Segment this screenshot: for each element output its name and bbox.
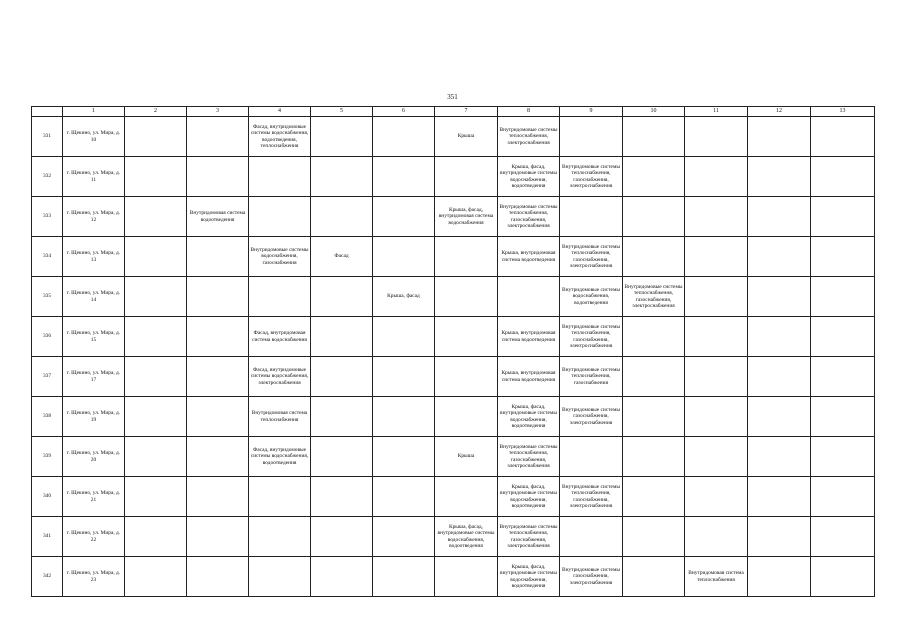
table-row — [32, 557, 875, 597]
cell-text: Внутридомовые системы теплоснабжения, газоснабжения, электроснабжения — [499, 443, 558, 469]
table-cell — [125, 237, 187, 277]
cell-text: Фасад, внутридомовые системы водоснабжения, электроснабжения — [250, 367, 309, 386]
table-cell — [373, 357, 435, 397]
row-number: 331 — [32, 117, 63, 157]
row-number: 334 — [32, 237, 63, 277]
cell-text: Внутридомовые системы водоснабжения, газоснабжения — [250, 247, 309, 266]
table-cell — [435, 437, 498, 477]
table-cell — [311, 437, 373, 477]
table-cell — [560, 237, 623, 277]
cell-text: г. Щекино, ул. Мира, д. 14 — [66, 290, 121, 303]
address-cell — [63, 317, 125, 357]
table-cell — [811, 517, 875, 557]
table-cell — [125, 157, 187, 197]
cell-text: Крыша, внутридомовая система водоотведения — [501, 250, 556, 263]
cell-text: г. Щекино, ул. Мира, д. 10 — [66, 130, 121, 143]
table-cell — [811, 317, 875, 357]
table-cell — [373, 277, 435, 317]
address-cell — [63, 197, 125, 237]
table-cell — [311, 277, 373, 317]
table-cell — [623, 277, 685, 317]
table-cell — [249, 157, 311, 197]
table-cell — [498, 157, 560, 197]
table-cell — [748, 517, 811, 557]
row-number: 337 — [32, 357, 63, 397]
cell-text: г. Щекино, ул. Мира, д. 12 — [66, 210, 121, 223]
table-cell — [623, 477, 685, 517]
table-cell — [249, 517, 311, 557]
table-cell — [125, 197, 187, 237]
table-cell — [623, 157, 685, 197]
table-cell — [811, 197, 875, 237]
cell-text: Внутридомовые системы теплоснабжения, электроснабжения — [499, 127, 558, 146]
table-cell — [623, 397, 685, 437]
table-cell — [435, 357, 498, 397]
table-cell — [435, 237, 498, 277]
table-cell — [811, 157, 875, 197]
table-cell — [685, 397, 748, 437]
cell-text: Внутридомовые системы теплоснабжения, газоснабжения, электроснабжения — [562, 483, 620, 509]
row-number: 336 — [32, 317, 63, 357]
table-cell — [249, 477, 311, 517]
table-cell — [249, 437, 311, 477]
cell-text: Внутридомовые системы газоснабжения, электроснабжения — [562, 567, 620, 586]
table-cell — [373, 157, 435, 197]
table-cell — [623, 517, 685, 557]
table-cell — [748, 397, 811, 437]
table-cell — [498, 477, 560, 517]
cell-text: Крыша — [457, 133, 475, 140]
cell-text: г. Щекино, ул. Мира, д. 22 — [66, 530, 121, 543]
cell-text: Внутридомовая система водоотведения — [189, 210, 246, 223]
header-cell: 6 — [373, 107, 435, 117]
table-cell — [435, 277, 498, 317]
row-number: 338 — [32, 397, 63, 437]
table-row — [32, 437, 875, 477]
table-cell — [685, 557, 748, 597]
header-cell: 11 — [685, 107, 748, 117]
table-cell — [311, 117, 373, 157]
table-row — [32, 237, 875, 277]
table-row — [32, 357, 875, 397]
table-cell — [373, 317, 435, 357]
table-cell — [125, 277, 187, 317]
cell-text: г. Щекино, ул. Мира, д. 17 — [66, 370, 121, 383]
table-row — [32, 157, 875, 197]
repair-schedule-table — [31, 106, 875, 597]
table-cell — [373, 437, 435, 477]
table-cell — [435, 557, 498, 597]
table-row — [32, 397, 875, 437]
table-row — [32, 277, 875, 317]
cell-text: Крыша, фасад, внутридомовые системы водоснабжения, водоотведения — [437, 523, 495, 549]
table-cell — [187, 117, 249, 157]
table-cell — [685, 317, 748, 357]
table-cell — [125, 317, 187, 357]
table-cell — [811, 237, 875, 277]
table-cell — [249, 117, 311, 157]
table-row — [32, 117, 875, 157]
header-cell: 13 — [811, 107, 875, 117]
table-cell — [748, 437, 811, 477]
cell-text: Крыша, фасад, внутридомовые системы водоснабжения, водоотведения — [500, 563, 557, 589]
page-number: 351 — [447, 93, 458, 101]
table-cell — [560, 277, 623, 317]
table-cell — [811, 557, 875, 597]
cell-text: Крыша, фасад — [387, 293, 420, 300]
cell-text: Внутридомовые системы теплоснабжения, газоснабжения, электроснабжения — [499, 523, 558, 549]
address-cell — [63, 437, 125, 477]
header-cell-blank — [32, 107, 63, 117]
table-row — [32, 197, 875, 237]
table-cell — [623, 197, 685, 237]
table-cell — [125, 357, 187, 397]
cell-text: Крыша, внутридомовая система водоотведения — [501, 330, 556, 343]
table-cell — [187, 237, 249, 277]
table-cell — [748, 317, 811, 357]
cell-text: Внутридомовые системы теплоснабжения, газоснабжения, электроснабжения — [562, 323, 620, 349]
table-cell — [311, 357, 373, 397]
table-cell — [187, 197, 249, 237]
table-cell — [249, 197, 311, 237]
address-cell — [63, 477, 125, 517]
cell-text: Внутридомовые системы теплоснабжения, газоснабжения, электроснабжения — [562, 243, 620, 269]
address-cell — [63, 237, 125, 277]
table-cell — [125, 517, 187, 557]
table-cell — [249, 317, 311, 357]
table-cell — [373, 237, 435, 277]
row-number: 342 — [32, 557, 63, 597]
row-number: 335 — [32, 277, 63, 317]
table-cell — [560, 517, 623, 557]
address-cell — [63, 277, 125, 317]
row-number: 340 — [32, 477, 63, 517]
table-cell — [560, 477, 623, 517]
cell-text: Внутридомовые системы теплоснабжения, газоснабжения, электроснабжения — [499, 203, 558, 229]
address-cell — [63, 357, 125, 397]
table-cell — [498, 357, 560, 397]
cell-text: г. Щекино, ул. Мира, д. 21 — [66, 490, 121, 503]
table-cell — [685, 237, 748, 277]
table-cell — [187, 557, 249, 597]
cell-text: Внутридомовые системы теплоснабжения, газоснабжения — [562, 367, 620, 386]
header-cell: 10 — [623, 107, 685, 117]
cell-text: г. Щекино, ул. Мира, д. 13 — [66, 250, 121, 263]
row-number: 333 — [32, 197, 63, 237]
table-cell — [435, 397, 498, 437]
table-cell — [685, 357, 748, 397]
table-cell — [811, 357, 875, 397]
table-cell — [187, 277, 249, 317]
table-cell — [560, 357, 623, 397]
table-cell — [435, 197, 498, 237]
cell-text: г. Щекино, ул. Мира, д. 19 — [66, 410, 121, 423]
address-cell — [63, 557, 125, 597]
table-cell — [249, 237, 311, 277]
table-cell — [249, 397, 311, 437]
table-cell — [498, 317, 560, 357]
header-cell: 3 — [187, 107, 249, 117]
table-cell — [560, 157, 623, 197]
table-row — [32, 477, 875, 517]
address-cell — [63, 517, 125, 557]
table-cell — [373, 517, 435, 557]
cell-text: Крыша, фасад, внутридомовые системы водоснабжения, водоотведения — [500, 403, 557, 429]
cell-text: Фасад — [334, 253, 349, 260]
table-cell — [249, 357, 311, 397]
table-cell — [498, 277, 560, 317]
table-cell — [311, 237, 373, 277]
table-cell — [435, 317, 498, 357]
table-row — [32, 317, 875, 357]
table-cell — [498, 197, 560, 237]
table-cell — [311, 517, 373, 557]
table-cell — [311, 317, 373, 357]
table-cell — [187, 317, 249, 357]
table-cell — [748, 357, 811, 397]
table-cell — [435, 477, 498, 517]
table-cell — [373, 557, 435, 597]
cell-text: Внутридомовая система теплоснабжения — [251, 410, 308, 423]
table-cell — [373, 197, 435, 237]
table-cell — [623, 237, 685, 277]
table-cell — [685, 157, 748, 197]
table-cell — [748, 237, 811, 277]
row-number: 339 — [32, 437, 63, 477]
table-cell — [311, 397, 373, 437]
table-cell — [685, 197, 748, 237]
cell-text: Фасад, внутридомовая система водоснабжения — [252, 330, 307, 343]
row-number: 341 — [32, 517, 63, 557]
row-number: 332 — [32, 157, 63, 197]
address-cell — [63, 117, 125, 157]
table-cell — [187, 477, 249, 517]
table-cell — [435, 117, 498, 157]
cell-text: г. Щекино, ул. Мира, д. 15 — [66, 330, 121, 343]
table-cell — [498, 517, 560, 557]
header-cell: 8 — [498, 107, 560, 117]
table-cell — [187, 437, 249, 477]
table-cell — [748, 477, 811, 517]
table-cell — [187, 517, 249, 557]
table-cell — [311, 477, 373, 517]
cell-text: г. Щекино, ул. Мира, д. 20 — [66, 450, 121, 463]
header-cell: 4 — [249, 107, 311, 117]
table-cell — [125, 397, 187, 437]
header-cell: 12 — [748, 107, 811, 117]
table-cell — [125, 437, 187, 477]
table-cell — [560, 117, 623, 157]
table-cell — [311, 557, 373, 597]
table-cell — [623, 117, 685, 157]
cell-text: Фасад, внутридомовые системы водоснабжения, водоотведения — [250, 447, 309, 466]
header-cell: 1 — [63, 107, 125, 117]
table-row — [32, 517, 875, 557]
table-cell — [560, 397, 623, 437]
cell-text: Фасад, внутридомовые системы водоснабжения, водоотведения, теплоснабжения — [250, 123, 309, 149]
table-cell — [560, 557, 623, 597]
header-row — [32, 107, 875, 117]
table-cell — [125, 477, 187, 517]
header-cell: 2 — [125, 107, 187, 117]
cell-text: Внутридомовые системы теплоснабжения, газоснабжения, электроснабжения — [562, 163, 620, 189]
table-cell — [685, 517, 748, 557]
table-cell — [435, 517, 498, 557]
table-cell — [623, 317, 685, 357]
cell-text: Внутридомовая система теплоснабжения — [688, 570, 744, 583]
table-cell — [560, 197, 623, 237]
table-cell — [311, 197, 373, 237]
cell-text: Внутридомовые системы водоснабжения, водоотведения — [562, 287, 620, 306]
header-cell: 9 — [560, 107, 623, 117]
table-cell — [623, 357, 685, 397]
table-cell — [560, 437, 623, 477]
table-cell — [187, 357, 249, 397]
table-cell — [748, 157, 811, 197]
header-cell: 7 — [435, 107, 498, 117]
table-cell — [748, 277, 811, 317]
table-cell — [685, 477, 748, 517]
table-cell — [187, 157, 249, 197]
table-cell — [748, 117, 811, 157]
table-cell — [685, 277, 748, 317]
table-cell — [560, 317, 623, 357]
cell-text: Крыша, внутридомовая система водоотведения — [501, 370, 556, 383]
table-cell — [373, 477, 435, 517]
table-cell — [125, 117, 187, 157]
table-cell — [811, 397, 875, 437]
table-cell — [373, 397, 435, 437]
table-cell — [811, 117, 875, 157]
cell-text: г. Щекино, ул. Мира, д. 23 — [66, 570, 121, 583]
address-cell — [63, 397, 125, 437]
table-cell — [623, 437, 685, 477]
table-cell — [685, 117, 748, 157]
table-cell — [311, 157, 373, 197]
table-cell — [498, 557, 560, 597]
table-cell — [249, 277, 311, 317]
cell-text: Крыша, фасад, внутридомовая система водоснабжения — [438, 207, 494, 226]
table-cell — [811, 437, 875, 477]
table-cell — [498, 397, 560, 437]
table-cell — [498, 437, 560, 477]
cell-text: Крыша, фасад, внутридомовые системы водоснабжения, водоотведения — [500, 483, 557, 509]
table-cell — [748, 197, 811, 237]
address-cell — [63, 157, 125, 197]
cell-text: Крыша, фасад, внутридомовые системы водоснабжения, водоотведения — [500, 163, 557, 189]
table-cell — [435, 157, 498, 197]
cell-text: Внутридомовые системы теплоснабжения, газоснабжения, электроснабжения — [624, 283, 683, 309]
table-cell — [811, 277, 875, 317]
table-cell — [623, 557, 685, 597]
table-cell — [249, 557, 311, 597]
table-cell — [498, 117, 560, 157]
cell-text: г. Щекино, ул. Мира, д. 11 — [66, 170, 121, 183]
table-cell — [498, 237, 560, 277]
cell-text: Внутридомовые системы газоснабжения, электроснабжения — [562, 407, 620, 426]
table-cell — [748, 557, 811, 597]
cell-text: Крыша — [457, 453, 475, 460]
header-cell: 5 — [311, 107, 373, 117]
table-cell — [373, 117, 435, 157]
table-cell — [187, 397, 249, 437]
table-cell — [125, 557, 187, 597]
table-cell — [811, 477, 875, 517]
table-cell — [685, 437, 748, 477]
